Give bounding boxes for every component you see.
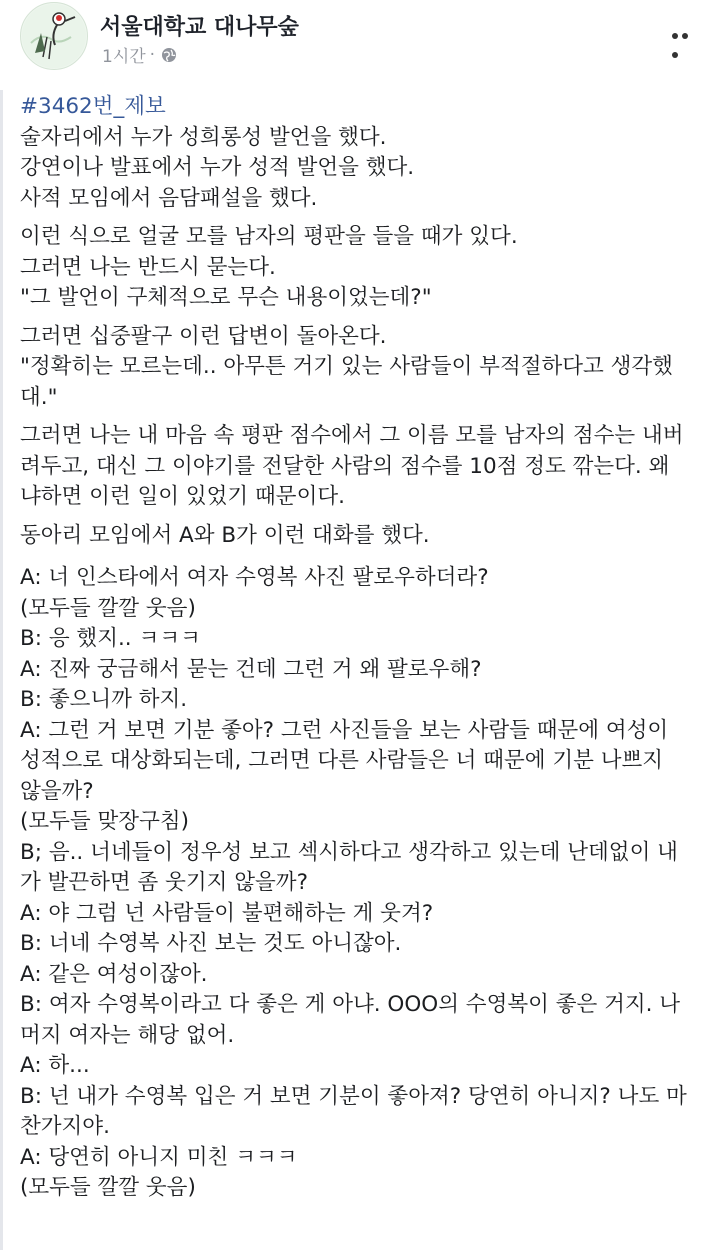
post-header bbox=[0, 0, 720, 90]
dialogue-line: 않을까? bbox=[20, 778, 94, 804]
page-avatar[interactable] bbox=[20, 2, 88, 70]
dialogue-line: A: 같은 여성이잖아. bbox=[20, 961, 208, 987]
dialogue-line: A: 하... bbox=[20, 1053, 90, 1078]
post-meta: 1시간 · bbox=[102, 42, 177, 67]
text-line: 그러면 나는 반드시 묻는다. bbox=[20, 254, 276, 280]
post-body bbox=[20, 92, 710, 1204]
text-line: 대." bbox=[20, 384, 58, 410]
text-line: "정확히는 모르는데.. 아무튼 거기 있는 사람들이 부적절하다고 생각했 bbox=[20, 354, 673, 379]
text-line: 술자리에서 누가 성희롱성 발언을 했다. bbox=[20, 124, 387, 150]
page-name[interactable]: 서울대학교 대나무숲 bbox=[100, 15, 299, 40]
post-timestamp[interactable]: 1시간 bbox=[102, 47, 146, 67]
dialogue-line: A: 진짜 궁금해서 묻는 건데 그런 거 왜 팔로우해? bbox=[20, 656, 482, 682]
globe-icon bbox=[161, 47, 177, 63]
dialogue-line: (모두들 맞장구침) bbox=[20, 809, 189, 834]
dialogue-line: 머지 여자는 해당 없어. bbox=[20, 1022, 235, 1048]
dialogue-line: B: 너네 수영복 사진 보는 것도 아니잖아. bbox=[20, 931, 402, 956]
crane-logo-icon bbox=[21, 3, 87, 69]
text-line: 려두고, 대신 그 이야기를 전달한 사람의 점수를 10점 정도 깎는다. 왜 bbox=[20, 453, 670, 479]
dialogue-line: A: 그런 거 보면 기분 좋아? 그런 사진들을 보는 사람들 때문에 여성이 bbox=[20, 717, 669, 743]
dialogue-line: A: 야 그럼 넌 사람들이 불편해하는 게 웃겨? bbox=[20, 900, 434, 926]
dialogue-line: B: 넌 내가 수영복 입은 거 보면 기분이 좋아져? 당연히 아니지? 나도 마 bbox=[20, 1083, 687, 1109]
dialogue-line: (모두들 깔깔 웃음) bbox=[20, 1175, 196, 1200]
text-line: 그러면 십중팔구 이런 답변이 돌아온다. bbox=[20, 323, 387, 349]
text-line: 사적 모임에서 음담패설을 했다. bbox=[20, 185, 318, 211]
dialogue-line: A: 당연히 아니지 미친 ㅋㅋㅋ bbox=[20, 1144, 298, 1170]
text-line: 그러면 나는 내 마음 속 평판 점수에서 그 이름 모를 남자의 점수는 내버 bbox=[20, 423, 684, 448]
text-line: 동아리 모임에서 A와 B가 이런 대화를 했다. bbox=[20, 522, 430, 548]
dialogue-line: 찬가지야. bbox=[20, 1114, 110, 1139]
text-line: 이런 식으로 얼굴 모를 남자의 평판을 들을 때가 있다. bbox=[20, 224, 518, 249]
dialogue-line: (모두들 깔깔 웃음) bbox=[20, 595, 196, 621]
more-options-icon[interactable] bbox=[672, 24, 700, 34]
dialogue-line: B; 음.. 너네들이 정우성 보고 섹시하다고 생각하고 있는데 난데없이 내 bbox=[20, 839, 678, 865]
text-line: 강연이나 발표에서 누가 성적 발언을 했다. bbox=[20, 155, 415, 180]
dialogue-line: 성적으로 대상화되는데, 그러면 다른 사람들은 너 때문에 기분 나쁘지 bbox=[20, 748, 664, 773]
dialogue-line: B: 여자 수영복이라고 다 좋은 게 아냐. OOO의 수영복이 좋은 거지. 나 bbox=[20, 992, 681, 1017]
text-line: 냐하면 이런 일이 있었기 때문이다. bbox=[20, 484, 345, 509]
dialogue-line: B: 좋으니까 하지. bbox=[20, 687, 188, 712]
left-border bbox=[0, 90, 3, 1250]
hashtag-link[interactable]: #3462번_제보 bbox=[20, 94, 166, 119]
dialogue-line: A: 너 인스타에서 여자 수영복 사진 팔로우하더라? bbox=[20, 565, 489, 590]
dialogue-line: B: 응 했지.. ㅋㅋㅋ bbox=[20, 626, 201, 651]
text-line: "그 발언이 구체적으로 무슨 내용이었는데?" bbox=[20, 285, 432, 310]
dialogue-line: 가 발끈하면 좀 웃기지 않을까? bbox=[20, 870, 308, 895]
